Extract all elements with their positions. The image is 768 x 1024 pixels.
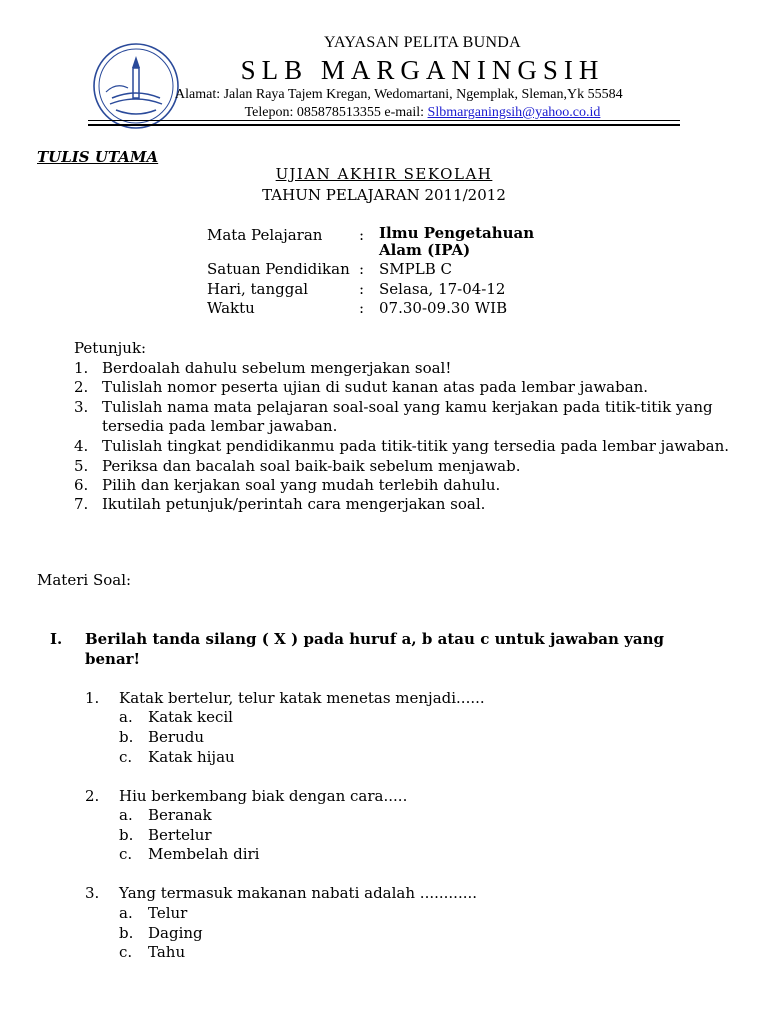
section-number: I. xyxy=(50,630,63,648)
option-text: Tahu xyxy=(148,943,186,961)
time-value: 07.30-09.30 WIB xyxy=(379,299,508,317)
unit-value: SMPLB C xyxy=(379,260,452,278)
option-letter: b. xyxy=(119,728,134,746)
instruction-number: 6. xyxy=(74,476,89,494)
instruction-number: 3. xyxy=(74,398,89,416)
materi-heading: Materi Soal: xyxy=(37,571,132,589)
school-contact xyxy=(0,105,768,121)
question-text: Hiu berkembang biak dengan cara..... xyxy=(119,787,408,805)
instruction-text: Tulislah nomor peserta ujian di sudut kanan atas pada lembar jawaban. xyxy=(102,378,649,396)
tulis-utama-label: TULIS UTAMA xyxy=(37,148,159,166)
question-text: Katak bertelur, telur katak menetas menjadi...... xyxy=(119,689,485,707)
time-label: Waktu xyxy=(207,299,255,317)
option-text: Telur xyxy=(148,904,188,922)
day-colon: : xyxy=(359,280,365,298)
school-name: SLB MARGANINGSIH xyxy=(240,55,605,85)
instruction-text: Pilih dan kerjakan soal yang mudah terlebih dahulu. xyxy=(102,476,501,494)
exam-title-text: UJIAN AKHIR SEKOLAH xyxy=(275,165,493,183)
question-number: 2. xyxy=(85,787,100,805)
option-text: Katak hijau xyxy=(148,748,235,766)
instruction-text-continued: tersedia pada lembar jawaban. xyxy=(102,417,338,435)
option-text: Katak kecil xyxy=(148,708,233,726)
question-text: Yang termasuk makanan nabati adalah ............ xyxy=(119,884,478,902)
subject-label: Mata Pelajaran xyxy=(207,226,323,244)
instruction-number: 5. xyxy=(74,457,89,475)
section-instruction-line1: Berilah tanda silang ( X ) pada huruf a, b atau c untuk jawaban yang xyxy=(85,630,664,648)
option-letter: c. xyxy=(119,845,133,863)
option-text: Daging xyxy=(148,924,203,942)
option-letter: b. xyxy=(119,826,134,844)
option-letter: c. xyxy=(119,748,133,766)
instruction-number: 7. xyxy=(74,495,89,513)
option-text: Membelah diri xyxy=(148,845,260,863)
instruction-text: Ikutilah petunjuk/perintah cara mengerjakan soal. xyxy=(102,495,486,513)
header-divider-thick xyxy=(88,124,680,126)
option-text: Bertelur xyxy=(148,826,212,844)
option-letter: a. xyxy=(119,904,133,922)
header-divider xyxy=(88,120,680,121)
option-text: Berudu xyxy=(148,728,204,746)
option-text: Beranak xyxy=(148,806,212,824)
question-number: 1. xyxy=(85,689,100,707)
section-instruction-line2: benar! xyxy=(85,650,141,668)
instruction-number: 2. xyxy=(74,378,89,396)
subject-colon: : xyxy=(359,226,365,244)
email-link[interactable]: Slbmarganingsih@yahoo.co.id xyxy=(427,105,601,120)
unit-label: Satuan Pendidikan xyxy=(207,260,350,278)
subject-value-line1: Ilmu Pengetahuan xyxy=(379,224,535,242)
foundation-name: YAYASAN PELITA BUNDA xyxy=(323,34,522,51)
exam-title xyxy=(0,165,768,183)
school-address: Alamat: Jalan Raya Tajem Kregan, Wedomartani, Ngemplak, Sleman,Yk 55584 xyxy=(175,87,623,102)
instruction-text: Tulislah tingkat pendidikanmu pada titik-titik yang tersedia pada lembar jawaban. xyxy=(102,437,730,455)
question-number: 3. xyxy=(85,884,100,902)
time-colon: : xyxy=(359,299,365,317)
instructions-title: Petunjuk: xyxy=(74,339,147,357)
day-value: Selasa, 17-04-12 xyxy=(379,280,506,298)
instruction-text: Periksa dan bacalah soal baik-baik sebelum menjawab. xyxy=(102,457,521,475)
instruction-number: 4. xyxy=(74,437,89,455)
option-letter: a. xyxy=(119,708,133,726)
exam-year: TAHUN PELAJARAN 2011/2012 xyxy=(262,186,506,204)
option-letter: b. xyxy=(119,924,134,942)
subject-value-line2: Alam (IPA) xyxy=(379,241,471,259)
option-letter: c. xyxy=(119,943,133,961)
unit-colon: : xyxy=(359,260,365,278)
day-label: Hari, tanggal xyxy=(207,280,309,298)
phone-text: Telepon: 085878513355 e-mail: xyxy=(244,105,428,120)
option-letter: a. xyxy=(119,806,133,824)
instruction-number: 1. xyxy=(74,359,89,377)
instruction-text: Tulislah nama mata pelajaran soal-soal yang kamu kerjakan pada titik-titik yang xyxy=(102,398,713,416)
instruction-text: Berdoalah dahulu sebelum mengerjakan soal! xyxy=(102,359,452,377)
